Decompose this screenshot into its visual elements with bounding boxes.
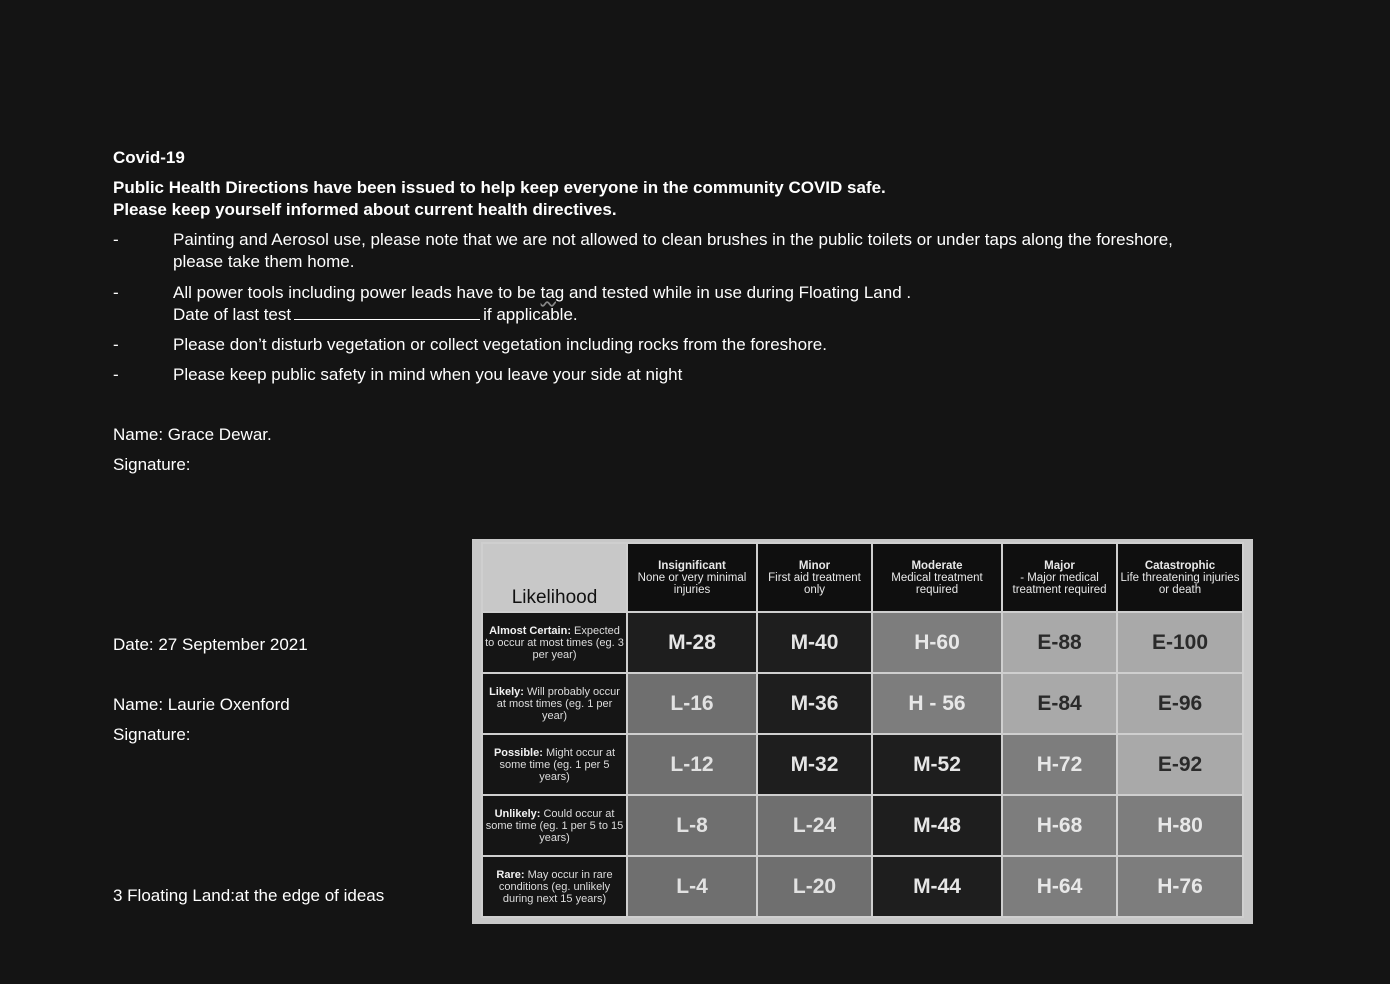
bullet-text: All power tools including power leads have to be xyxy=(173,283,541,302)
bullet-dash: - xyxy=(113,230,119,249)
risk-rating-cell: H-60 xyxy=(872,612,1002,673)
risk-rating-cell: M-52 xyxy=(872,734,1002,795)
risk-rating-cell: L-12 xyxy=(627,734,757,795)
risk-rating-cell: L-8 xyxy=(627,795,757,856)
bullet-text: Painting and Aerosol use, please note that we are not allowed to clean brushes in the public toilets or under taps along the foreshore, xyxy=(173,230,1173,249)
signatory-1-signature: Signature: xyxy=(113,455,191,474)
risk-matrix-row xyxy=(482,673,1243,734)
risk-rating-cell: L-4 xyxy=(627,856,757,917)
likelihood-row-label: Possible: Might occur at some time (eg. 1 per 5 years) xyxy=(482,734,627,795)
risk-matrix-table xyxy=(481,542,1244,918)
date-of-last-test-label: Date of last test xyxy=(173,305,292,324)
risk-matrix-row xyxy=(482,856,1243,917)
risk-rating-cell: E-92 xyxy=(1117,734,1243,795)
likelihood-header: Likelihood xyxy=(482,543,627,612)
date-blank-line xyxy=(294,305,480,320)
likelihood-row-label: Almost Certain: Expected to occur at most times (eg. 3 per year) xyxy=(482,612,627,673)
risk-rating-cell: H-64 xyxy=(1002,856,1117,917)
spellcheck-word: tag xyxy=(540,283,565,302)
risk-rating-cell: E-84 xyxy=(1002,673,1117,734)
risk-rating-cell: E-96 xyxy=(1117,673,1243,734)
page-footer: 3 Floating Land:at the edge of ideas xyxy=(113,886,385,905)
risk-rating-cell: E-88 xyxy=(1002,612,1117,673)
document-title: Covid-19 xyxy=(113,148,185,167)
bullet-text: please take them home. xyxy=(173,252,355,271)
risk-rating-cell: H - 56 xyxy=(872,673,1002,734)
risk-rating-cell: M-28 xyxy=(627,612,757,673)
risk-matrix-image xyxy=(472,539,1253,924)
consequence-header: Major - Major medical treatment required xyxy=(1002,543,1117,612)
risk-rating-cell: H-80 xyxy=(1117,795,1243,856)
likelihood-row-label: Rare: May occur in rare conditions (eg. unlikely during next 15 years) xyxy=(482,856,627,917)
risk-rating-cell: H-72 xyxy=(1002,734,1117,795)
consequence-header: Minor First aid treatment only xyxy=(757,543,872,612)
bullet-dash: - xyxy=(113,283,119,302)
risk-rating-cell: M-36 xyxy=(757,673,872,734)
likelihood-row-label: Unlikely: Could occur at some time (eg. 1 per 5 to 15 years) xyxy=(482,795,627,856)
bullet-dash: - xyxy=(113,365,119,384)
risk-rating-cell: L-16 xyxy=(627,673,757,734)
risk-matrix-row xyxy=(482,734,1243,795)
signatory-2-signature: Signature: xyxy=(113,725,191,744)
likelihood-row-label: Likely: Will probably occur at most times (eg. 1 per year) xyxy=(482,673,627,734)
risk-rating-cell: M-40 xyxy=(757,612,872,673)
signatory-1-name: Name: Grace Dewar. xyxy=(113,425,272,444)
risk-rating-cell: L-20 xyxy=(757,856,872,917)
bullet-dash: - xyxy=(113,335,119,354)
risk-matrix-row xyxy=(482,612,1243,673)
risk-rating-cell: H-76 xyxy=(1117,856,1243,917)
risk-matrix-row xyxy=(482,795,1243,856)
signatory-2-name: Name: Laurie Oxenford xyxy=(113,695,290,714)
bullet-text: and tested while in use during Floating Land . xyxy=(564,283,912,302)
bullet-text: Please keep public safety in mind when you leave your side at night xyxy=(173,365,683,384)
bullet-text: if applicable. xyxy=(483,305,578,324)
risk-rating-cell: H-68 xyxy=(1002,795,1117,856)
risk-rating-cell: M-32 xyxy=(757,734,872,795)
risk-rating-cell: L-24 xyxy=(757,795,872,856)
consequence-header: Moderate Medical treatment required xyxy=(872,543,1002,612)
document-date: Date: 27 September 2021 xyxy=(113,635,308,654)
risk-rating-cell: M-44 xyxy=(872,856,1002,917)
directive-line-2: Please keep yourself informed about current health directives. xyxy=(113,200,617,219)
consequence-header: Insignificant None or very minimal injuries xyxy=(627,543,757,612)
bullet-text: Please don’t disturb vegetation or collect vegetation including rocks from the foreshore. xyxy=(173,335,827,354)
risk-rating-cell: M-48 xyxy=(872,795,1002,856)
directive-line-1: Public Health Directions have been issued to help keep everyone in the community COVID safe. xyxy=(113,178,886,197)
risk-rating-cell: E-100 xyxy=(1117,612,1243,673)
consequence-header: Catastrophic Life threatening injuries or death xyxy=(1117,543,1243,612)
